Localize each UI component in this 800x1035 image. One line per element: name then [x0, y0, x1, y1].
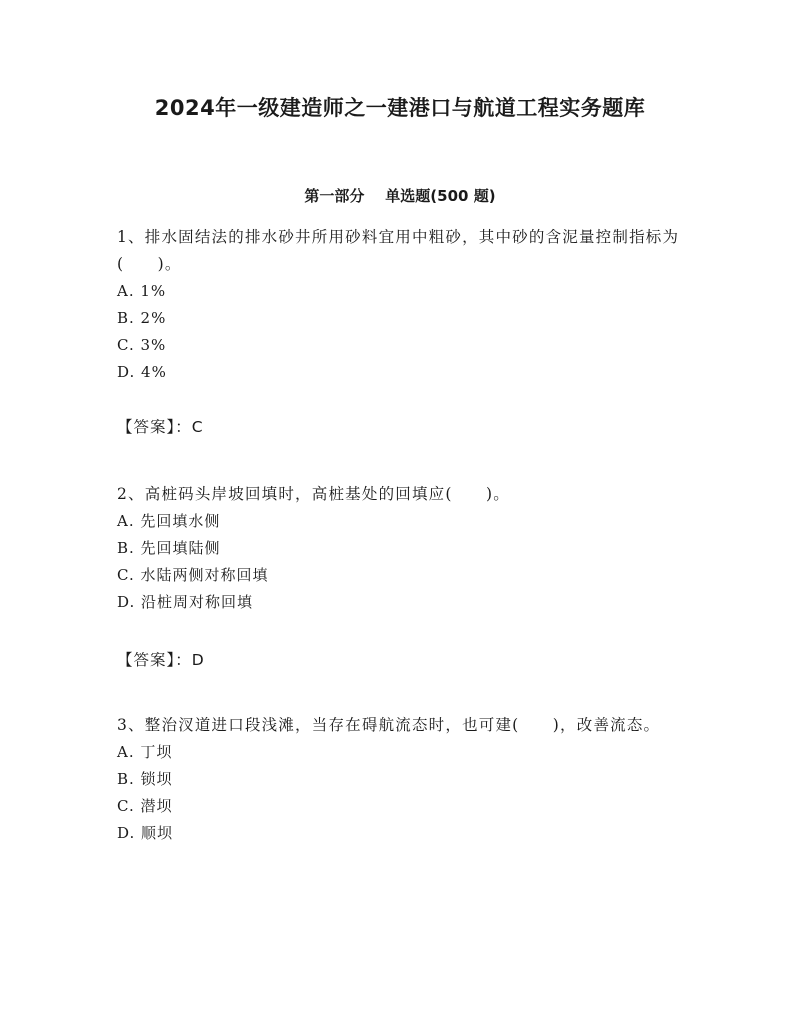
question-3-option-d: D. 顺坝 [117, 824, 174, 842]
document-title: 2024年一级建造师之一建港口与航道工程实务题库 [154, 96, 646, 120]
question-3-text: 3、整治汊道进口段浅滩，当存在碍航流态时，也可建( )，改善流态。 [117, 716, 661, 734]
question-3-option-a: A. 丁坝 [117, 743, 173, 761]
question-1-option-b: B. 2% [117, 309, 167, 327]
question-1-option-c: C. 3% [117, 336, 167, 354]
question-2-option-a: A. 先回填水侧 [117, 512, 221, 530]
question-1-text: 1、排水固结法的排水砂井所用砂料宜用中粗砂，其中砂的含泥量控制指标为( )。 [117, 228, 680, 273]
question-2-answer: 【答案】：D [117, 651, 205, 669]
question-2-option-c: C. 水陆两侧对称回填 [117, 566, 269, 584]
question-2-option-b: B. 先回填陆侧 [117, 539, 221, 557]
question-3-option-b: B. 锁坝 [117, 770, 173, 788]
question-2-text: 2、高桩码头岸坡回填时，高桩基处的回填应( )。 [117, 485, 510, 503]
question-2-option-d: D. 沿桩周对称回填 [117, 593, 254, 611]
question-1-option-d: D. 4% [117, 363, 167, 381]
section-title: 第一部分 单选题(500 题) [304, 187, 496, 205]
question-3 [117, 712, 687, 847]
question-3-option-c: C. 潜坝 [117, 797, 173, 815]
question-1-answer: 【答案】：C [117, 418, 204, 436]
question-1-option-a: A. 1% [117, 282, 167, 300]
question-2 [117, 481, 687, 616]
question-1 [117, 224, 687, 386]
